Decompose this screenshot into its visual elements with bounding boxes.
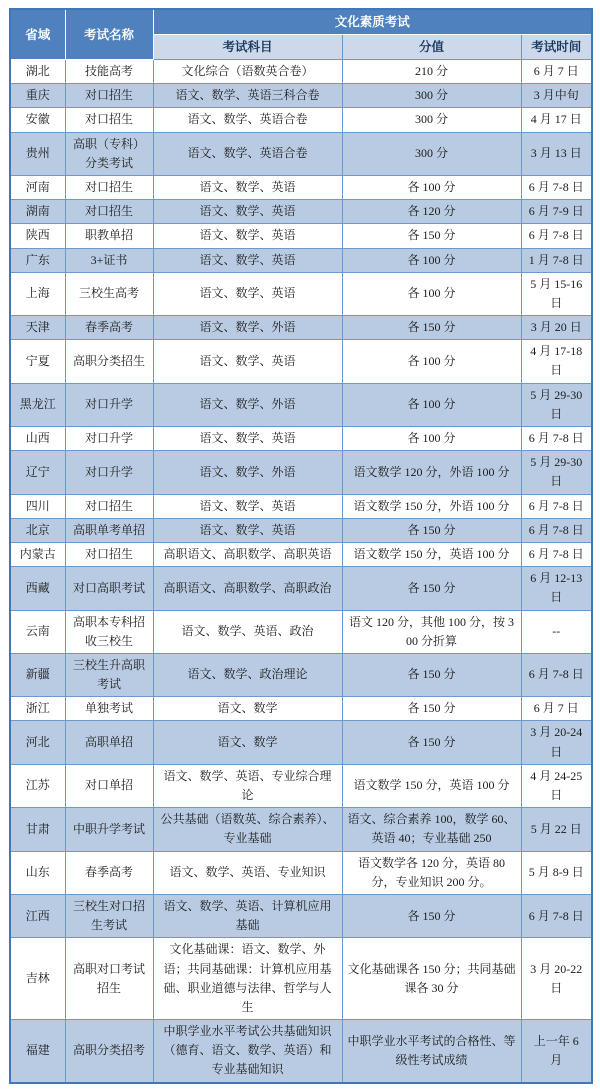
exam-name-cell: 春季高考 bbox=[65, 851, 153, 894]
exam-name-cell: 对口招生 bbox=[65, 108, 153, 132]
subjects-cell: 语文、数学、英语 bbox=[153, 224, 342, 248]
time-cell: -- bbox=[521, 610, 592, 653]
score-cell: 各 150 分 bbox=[342, 697, 521, 721]
time-cell: 6 月 7-8 日 bbox=[521, 427, 592, 451]
score-cell: 各 100 分 bbox=[342, 340, 521, 383]
score-cell: 各 150 分 bbox=[342, 653, 521, 696]
col-header-exam-name: 考试名称 bbox=[65, 9, 153, 60]
score-cell: 中职学业水平考试的合格性、等级性考试成绩 bbox=[342, 1020, 521, 1083]
col-header-subjects: 考试科目 bbox=[153, 35, 342, 60]
exam-name-cell: 3+证书 bbox=[65, 248, 153, 272]
score-cell: 各 150 分 bbox=[342, 316, 521, 340]
exam-name-cell: 对口升学 bbox=[65, 383, 153, 426]
table-row bbox=[10, 108, 592, 132]
province-cell: 新疆 bbox=[10, 653, 65, 696]
table-row bbox=[10, 1020, 592, 1083]
subjects-cell: 语文、数学、英语、政治 bbox=[153, 610, 342, 653]
subjects-cell: 文化基础课：语文、数学、外语；共同基础课：计算机应用基础、职业道德与法律、哲学与人生 bbox=[153, 938, 342, 1020]
exam-name-cell: 对口招生 bbox=[65, 84, 153, 108]
subjects-cell: 高职语文、高职数学、高职政治 bbox=[153, 567, 342, 610]
score-cell: 300 分 bbox=[342, 84, 521, 108]
score-cell: 各 120 分 bbox=[342, 200, 521, 224]
time-cell: 6 月 7-8 日 bbox=[521, 494, 592, 518]
score-cell: 语文 120 分，其他 100 分，按 300 分折算 bbox=[342, 610, 521, 653]
exam-name-cell: 高职分类招生 bbox=[65, 340, 153, 383]
table-row bbox=[10, 721, 592, 764]
time-cell: 3 月 20-24 日 bbox=[521, 721, 592, 764]
exam-name-cell: 对口招生 bbox=[65, 494, 153, 518]
table-row bbox=[10, 851, 592, 894]
table-row bbox=[10, 542, 592, 566]
province-cell: 甘肃 bbox=[10, 808, 65, 851]
time-cell: 3 月 13 日 bbox=[521, 132, 592, 175]
exam-name-cell: 单独考试 bbox=[65, 697, 153, 721]
province-cell: 四川 bbox=[10, 494, 65, 518]
table-row bbox=[10, 567, 592, 610]
subjects-cell: 语文、数学、英语 bbox=[153, 272, 342, 315]
table-row bbox=[10, 808, 592, 851]
table-header bbox=[10, 9, 592, 60]
col-header-time: 考试时间 bbox=[521, 35, 592, 60]
score-cell: 300 分 bbox=[342, 132, 521, 175]
province-cell: 浙江 bbox=[10, 697, 65, 721]
score-cell: 各 150 分 bbox=[342, 894, 521, 937]
subjects-cell: 公共基础（语数英、综合素养）、专业基础 bbox=[153, 808, 342, 851]
time-cell: 5 月 8-9 日 bbox=[521, 851, 592, 894]
subjects-cell: 语文、数学、英语 bbox=[153, 340, 342, 383]
subjects-cell: 文化综合（语数英合卷） bbox=[153, 60, 342, 84]
table-row bbox=[10, 340, 592, 383]
province-cell: 云南 bbox=[10, 610, 65, 653]
score-cell: 语文数学 150 分，外语 100 分 bbox=[342, 494, 521, 518]
exam-name-cell: 高职本专科招收三校生 bbox=[65, 610, 153, 653]
time-cell: 4 月 17 日 bbox=[521, 108, 592, 132]
time-cell: 3 月 20 日 bbox=[521, 316, 592, 340]
subjects-cell: 语文、数学、英语、专业知识 bbox=[153, 851, 342, 894]
score-cell: 各 100 分 bbox=[342, 272, 521, 315]
exam-name-cell: 对口招生 bbox=[65, 175, 153, 199]
subjects-cell: 语文、数学、政治理论 bbox=[153, 653, 342, 696]
table-row bbox=[10, 200, 592, 224]
exam-name-cell: 高职单招 bbox=[65, 721, 153, 764]
subjects-cell: 语文、数学、英语 bbox=[153, 518, 342, 542]
province-cell: 山西 bbox=[10, 427, 65, 451]
exam-name-cell: 中职升学考试 bbox=[65, 808, 153, 851]
province-cell: 河北 bbox=[10, 721, 65, 764]
score-cell: 300 分 bbox=[342, 108, 521, 132]
table-row bbox=[10, 938, 592, 1020]
exam-name-cell: 高职单考单招 bbox=[65, 518, 153, 542]
subjects-cell: 中职学业水平考试公共基础知识（德育、语文、数学、英语）和专业基础知识 bbox=[153, 1020, 342, 1083]
province-cell: 黑龙江 bbox=[10, 383, 65, 426]
table-row bbox=[10, 697, 592, 721]
province-cell: 湖北 bbox=[10, 60, 65, 84]
time-cell: 6 月 12-13 日 bbox=[521, 567, 592, 610]
province-cell: 宁夏 bbox=[10, 340, 65, 383]
time-cell: 5 月 22 日 bbox=[521, 808, 592, 851]
subjects-cell: 语文、数学、外语 bbox=[153, 316, 342, 340]
exam-name-cell: 春季高考 bbox=[65, 316, 153, 340]
table-row bbox=[10, 60, 592, 84]
province-cell: 河南 bbox=[10, 175, 65, 199]
score-cell: 各 150 分 bbox=[342, 721, 521, 764]
time-cell: 6 月 7-8 日 bbox=[521, 894, 592, 937]
score-cell: 各 100 分 bbox=[342, 175, 521, 199]
time-cell: 6 月 7-8 日 bbox=[521, 542, 592, 566]
province-cell: 吉林 bbox=[10, 938, 65, 1020]
table-row bbox=[10, 451, 592, 494]
time-cell: 6 月 7-8 日 bbox=[521, 518, 592, 542]
table-row bbox=[10, 764, 592, 807]
province-cell: 贵州 bbox=[10, 132, 65, 175]
exam-info-table bbox=[9, 8, 593, 1084]
subjects-cell: 语文、数学、外语 bbox=[153, 451, 342, 494]
exam-name-cell: 高职对口考试招生 bbox=[65, 938, 153, 1020]
table-row bbox=[10, 316, 592, 340]
province-cell: 安徽 bbox=[10, 108, 65, 132]
subjects-cell: 语文、数学、英语三科合卷 bbox=[153, 84, 342, 108]
time-cell: 6 月 7-8 日 bbox=[521, 175, 592, 199]
exam-name-cell: 对口招生 bbox=[65, 200, 153, 224]
province-cell: 上海 bbox=[10, 272, 65, 315]
province-cell: 内蒙古 bbox=[10, 542, 65, 566]
table-row bbox=[10, 494, 592, 518]
time-cell: 6 月 7 日 bbox=[521, 697, 592, 721]
table-row bbox=[10, 894, 592, 937]
subjects-cell: 语文、数学、英语 bbox=[153, 427, 342, 451]
time-cell: 1 月 7-8 日 bbox=[521, 248, 592, 272]
time-cell: 6 月 7 日 bbox=[521, 60, 592, 84]
subjects-cell: 语文、数学、英语、计算机应用基础 bbox=[153, 894, 342, 937]
table-row bbox=[10, 518, 592, 542]
score-cell: 语文数学 120 分，外语 100 分 bbox=[342, 451, 521, 494]
province-cell: 广东 bbox=[10, 248, 65, 272]
province-cell: 福建 bbox=[10, 1020, 65, 1083]
subjects-cell: 语文、数学、英语 bbox=[153, 494, 342, 518]
score-cell: 各 150 分 bbox=[342, 518, 521, 542]
province-cell: 湖南 bbox=[10, 200, 65, 224]
time-cell: 3 月中旬 bbox=[521, 84, 592, 108]
subjects-cell: 语文、数学、英语合卷 bbox=[153, 132, 342, 175]
score-cell: 语文数学 150 分，英语 100 分 bbox=[342, 542, 521, 566]
exam-name-cell: 对口升学 bbox=[65, 451, 153, 494]
table-row bbox=[10, 427, 592, 451]
table-row bbox=[10, 272, 592, 315]
subjects-cell: 语文、数学、英语 bbox=[153, 200, 342, 224]
time-cell: 5 月 15-16 日 bbox=[521, 272, 592, 315]
time-cell: 3 月 20-22 日 bbox=[521, 938, 592, 1020]
exam-name-cell: 高职（专科）分类考试 bbox=[65, 132, 153, 175]
time-cell: 5 月 29-30 日 bbox=[521, 383, 592, 426]
score-cell: 各 150 分 bbox=[342, 224, 521, 248]
score-cell: 各 150 分 bbox=[342, 567, 521, 610]
score-cell: 语文数学 150 分，英语 100 分 bbox=[342, 764, 521, 807]
province-cell: 辽宁 bbox=[10, 451, 65, 494]
table-row bbox=[10, 132, 592, 175]
table-row bbox=[10, 610, 592, 653]
exam-name-cell: 三校生对口招生考试 bbox=[65, 894, 153, 937]
score-cell: 语文数学各 120 分，英语 80 分，专业知识 200 分。 bbox=[342, 851, 521, 894]
province-cell: 江苏 bbox=[10, 764, 65, 807]
exam-name-cell: 对口单招 bbox=[65, 764, 153, 807]
exam-name-cell: 对口招生 bbox=[65, 542, 153, 566]
province-cell: 天津 bbox=[10, 316, 65, 340]
score-cell: 210 分 bbox=[342, 60, 521, 84]
score-cell: 各 100 分 bbox=[342, 383, 521, 426]
subjects-cell: 语文、数学、英语合卷 bbox=[153, 108, 342, 132]
table-banner-culture-exam: 文化素质考试 bbox=[153, 9, 592, 35]
exam-name-cell: 职教单招 bbox=[65, 224, 153, 248]
subjects-cell: 语文、数学、英语 bbox=[153, 175, 342, 199]
subjects-cell: 语文、数学 bbox=[153, 721, 342, 764]
exam-name-cell: 技能高考 bbox=[65, 60, 153, 84]
score-cell: 各 100 分 bbox=[342, 248, 521, 272]
score-cell: 文化基础课各 150 分；共同基础课各 30 分 bbox=[342, 938, 521, 1020]
col-header-score: 分值 bbox=[342, 35, 521, 60]
exam-name-cell: 对口升学 bbox=[65, 427, 153, 451]
time-cell: 4 月 17-18 日 bbox=[521, 340, 592, 383]
time-cell: 上一年 6 月 bbox=[521, 1020, 592, 1083]
province-cell: 陕西 bbox=[10, 224, 65, 248]
subjects-cell: 语文、数学、英语 bbox=[153, 248, 342, 272]
time-cell: 4 月 24-25 日 bbox=[521, 764, 592, 807]
score-cell: 各 100 分 bbox=[342, 427, 521, 451]
subjects-cell: 语文、数学 bbox=[153, 697, 342, 721]
exam-name-cell: 高职分类招考 bbox=[65, 1020, 153, 1083]
table-row bbox=[10, 224, 592, 248]
table-row bbox=[10, 248, 592, 272]
table-row bbox=[10, 653, 592, 696]
subjects-cell: 高职语文、高职数学、高职英语 bbox=[153, 542, 342, 566]
exam-name-cell: 三校生升高职考试 bbox=[65, 653, 153, 696]
province-cell: 北京 bbox=[10, 518, 65, 542]
score-cell: 语文、综合素养 100，数学 60、英语 40；专业基础 250 bbox=[342, 808, 521, 851]
province-cell: 重庆 bbox=[10, 84, 65, 108]
time-cell: 5 月 29-30 日 bbox=[521, 451, 592, 494]
time-cell: 6 月 7-8 日 bbox=[521, 653, 592, 696]
table-row bbox=[10, 175, 592, 199]
table-row bbox=[10, 383, 592, 426]
time-cell: 6 月 7-9 日 bbox=[521, 200, 592, 224]
subjects-cell: 语文、数学、外语 bbox=[153, 383, 342, 426]
exam-name-cell: 对口高职考试 bbox=[65, 567, 153, 610]
exam-name-cell: 三校生高考 bbox=[65, 272, 153, 315]
province-cell: 江西 bbox=[10, 894, 65, 937]
col-header-province: 省域 bbox=[10, 9, 65, 60]
subjects-cell: 语文、数学、英语、专业综合理论 bbox=[153, 764, 342, 807]
province-cell: 山东 bbox=[10, 851, 65, 894]
table-row bbox=[10, 84, 592, 108]
province-cell: 西藏 bbox=[10, 567, 65, 610]
time-cell: 6 月 7-8 日 bbox=[521, 224, 592, 248]
header-row-top bbox=[10, 9, 592, 35]
table-body bbox=[10, 60, 592, 1083]
